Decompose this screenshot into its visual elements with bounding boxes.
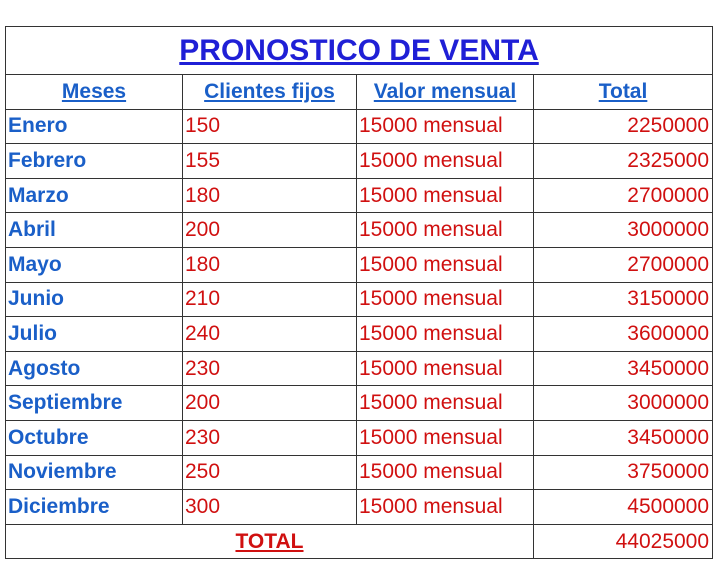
table-row	[6, 282, 713, 317]
monthly-value-cell: 15000 mensual	[357, 386, 534, 421]
header-valor-mensual: Valor mensual	[357, 75, 534, 110]
monthly-value-cell: 15000 mensual	[357, 247, 534, 282]
table-row	[6, 317, 713, 352]
table-row	[6, 109, 713, 144]
monthly-value-cell: 15000 mensual	[357, 351, 534, 386]
monthly-value-cell: 15000 mensual	[357, 282, 534, 317]
table-row	[6, 386, 713, 421]
clients-cell: 230	[183, 420, 357, 455]
sales-forecast-table	[5, 26, 713, 559]
header-clientes-fijos: Clientes fijos	[183, 75, 357, 110]
total-cell: 3750000	[534, 455, 713, 490]
table-title-cell	[6, 27, 713, 75]
total-cell: 2700000	[534, 178, 713, 213]
clients-cell: 200	[183, 213, 357, 248]
month-cell: Junio	[6, 282, 183, 317]
clients-cell: 230	[183, 351, 357, 386]
clients-cell: 210	[183, 282, 357, 317]
clients-cell: 250	[183, 455, 357, 490]
monthly-value-cell: 15000 mensual	[357, 109, 534, 144]
monthly-value-cell: 15000 mensual	[357, 420, 534, 455]
monthly-value-cell: 15000 mensual	[357, 317, 534, 352]
header-total: Total	[534, 75, 713, 110]
clients-cell: 150	[183, 109, 357, 144]
month-cell: Febrero	[6, 144, 183, 179]
monthly-value-cell: 15000 mensual	[357, 455, 534, 490]
monthly-value-cell: 15000 mensual	[357, 144, 534, 179]
monthly-value-cell: 15000 mensual	[357, 490, 534, 525]
total-cell: 2700000	[534, 247, 713, 282]
total-cell: 2325000	[534, 144, 713, 179]
table-row	[6, 247, 713, 282]
grand-total-value: 44025000	[534, 524, 713, 559]
monthly-value-cell: 15000 mensual	[357, 213, 534, 248]
month-cell: Julio	[6, 317, 183, 352]
total-cell: 4500000	[534, 490, 713, 525]
table-row	[6, 455, 713, 490]
clients-cell: 200	[183, 386, 357, 421]
month-cell: Enero	[6, 109, 183, 144]
total-label: TOTAL	[6, 524, 534, 559]
clients-cell: 240	[183, 317, 357, 352]
month-cell: Septiembre	[6, 386, 183, 421]
total-row	[6, 524, 713, 559]
clients-cell: 300	[183, 490, 357, 525]
title-row	[6, 27, 713, 75]
table-row	[6, 144, 713, 179]
total-cell: 3450000	[534, 420, 713, 455]
total-cell: 3450000	[534, 351, 713, 386]
month-cell: Diciembre	[6, 490, 183, 525]
total-cell: 3150000	[534, 282, 713, 317]
clients-cell: 180	[183, 178, 357, 213]
table-row	[6, 420, 713, 455]
monthly-value-cell: 15000 mensual	[357, 178, 534, 213]
table-row	[6, 351, 713, 386]
header-meses: Meses	[6, 75, 183, 110]
month-cell: Abril	[6, 213, 183, 248]
month-cell: Marzo	[6, 178, 183, 213]
total-cell: 2250000	[534, 109, 713, 144]
month-cell: Noviembre	[6, 455, 183, 490]
total-cell: 3000000	[534, 386, 713, 421]
clients-cell: 155	[183, 144, 357, 179]
total-cell: 3000000	[534, 213, 713, 248]
table-row	[6, 178, 713, 213]
table-row	[6, 490, 713, 525]
header-row	[6, 75, 713, 110]
clients-cell: 180	[183, 247, 357, 282]
month-cell: Octubre	[6, 420, 183, 455]
month-cell: Agosto	[6, 351, 183, 386]
table-row	[6, 213, 713, 248]
table-title: PRONOSTICO DE VENTA	[179, 33, 539, 67]
total-cell: 3600000	[534, 317, 713, 352]
month-cell: Mayo	[6, 247, 183, 282]
